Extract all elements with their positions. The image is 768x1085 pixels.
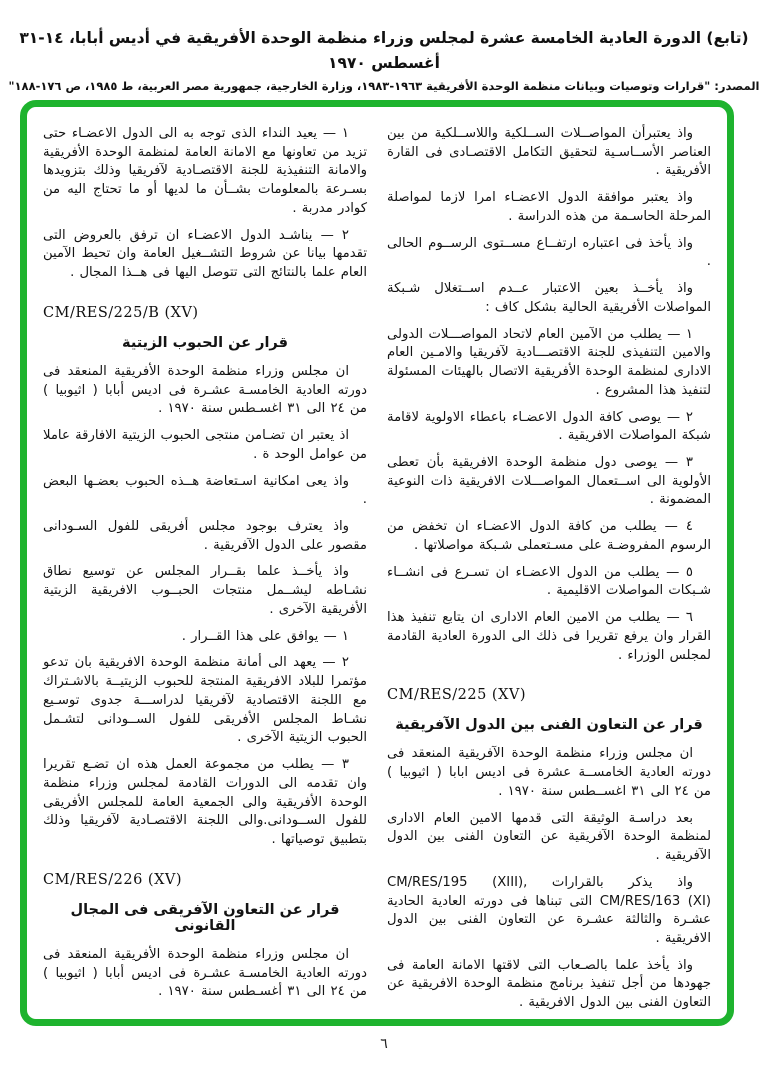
column-right: [387, 117, 711, 1011]
numbered-clause: ١ — يعيد النداء الذى توجه به الى الدول الاعضـاء حتى تزيد من تعاونها مع الامانة العامة لمنظمة الوحدة الأفريقية والامانة التنفيذية للجنة الاقتصـادية لآفريقيا وذلك بتزويدها بسـرعة بالمعلومات بشــأن ما لديها أو ما تحتاج اليه من كوادر مدربة .: [43, 126, 367, 216]
resolution-title: قرار عن التعاون الآفريقى فى المجال القانونى: [70, 901, 340, 934]
numbered-clause: ٢ — يناشـد الدول الاعضـاء ان ترفق بالعروض التى تقدمها بيانا عن شروط التشــغيل العامة وان تحيط الآمين العام علما بالنتائج التى تتوصل اليها فى هــذا المجال .: [43, 227, 367, 281]
source-citation: المصدر: "قرارات وتوصيات وبيانات منظمة الوحدة الأفريقية ١٩٦٣-١٩٨٣، وزارة الخارجية، جمهورية مصر العربية، ط ١٩٨٥، ص ١٧٦-١٨٨": [8, 78, 760, 93]
numbered-clause: ٢ — يعهد الى أمانة منظمة الوحدة الافريقية بان تدعو مؤتمرا للبلاد الافريقية المنتجة للحبوب الزيتيــة بالاشـتراك مع اللجنة الاقتصادية لآفريقيا لدراســـة جدوى توسـيع نشـاط المجلس الأفريقى للفول الســودانى لتشـمل الحبوب الزيتية الآخرى .: [43, 655, 367, 746]
paragraph: اذ يعتبر ان تضـامن منتجى الحبوب الزيتية الافارقة عاملا من عوامل الوحد ة .: [43, 428, 367, 462]
numbered-clause: ٣ — يطلب من مجموعة العمل هذه ان تضـع تقريرا وان تقدمه الى الدورات القادمة لمجلس وزراء منظمة الوحدة الأفريقية والى الجمعية العامة للمجلس الأفريقى للفول الســودانى.والى اللجنة الاقتصـادية لآفريقيا وذلك بتطبيق توصياتها .: [43, 757, 367, 848]
paragraph: واذ يأخذ علما بالصـعاب التى لاقتها الامانة العامة فى جهودها من أجل تنفيذ برنامج منظمة الوحدة الافريقية عن التعاون الفنى بين الدول الافريقية .: [387, 957, 711, 1011]
numbered-clause: ٦ — يطلب من الامين العام الادارى ان يتابع تنفيذ هذا القرار وان يرفع تقريرا فى ذلك الى الدورة العادية القادمة لمجلس الوزراء .: [387, 610, 711, 663]
numbered-clause: ٢ — يوصى كافة الدول الاعضـاء باعطاء الاولوية لاقامة شبكة المواصلات الافريقية .: [387, 409, 711, 444]
numbered-clause: ٣ — يوصى دول منظمة الوحدة الافريقية بأن تعطى الأولوية الى اســتعمال المواصـــلات الافريقية ذات النوعية المضمونة .: [387, 455, 711, 508]
page-footer: [0, 1036, 768, 1052]
resolution-code: CM/RES/226 (XV): [43, 871, 183, 888]
paragraph: واذ يأخــذ بعين الاعتبار عــدم اســتغلال شـبكة المواصلات الأفريقية الحالية بشكل كاف :: [387, 281, 711, 315]
paragraph: ان مجلس وزراء منظمة الوحدة الآفريقية المنعقد فى دورته العادية الخامســة عشرة فى اديس ابابا ( اثيوبيا ) من ٢٤ الى ٣١ اغســطس سنة ١٩٧٠ .: [387, 746, 711, 799]
numbered-clause: ١ — يوافق على هذا القــرار .: [181, 628, 349, 644]
paragraph: بعد دراسـة الوثيقة التى قدمها الامين العام الادارى لمنظمة الوحدة الآفريقية عن التعاون الفنى بين الدول الآفريقية .: [387, 810, 711, 864]
session-title: (تابع) الدورة العادية الخامسة عشرة لمجلس وزراء منظمة الوحدة الأفريقية في أديس أبابا، ١٤-٣١ أغسطس ١٩٧٠: [19, 29, 749, 72]
page-header: [0, 0, 768, 93]
paragraph: ان مجلس وزراء منظمة الوحدة الأفريقية المنعقد فى دورته العادية الخامسـة عشـرة فى اديس أبابا ( اثيوبيا ) من ٢٤ الى ٣١ اغسـطس سنة ١٩٧٠ .: [43, 363, 367, 417]
paragraph: واذ يعتبر موافقة الدول الاعضـاء امرا لازما لمواصلة المرحلة الحاسـمة من هذه الدراسة .: [387, 190, 711, 224]
resolution-code: CM/RES/225 (XV): [387, 687, 527, 704]
numbered-clause: ٤ — يطلب من كافة الدول الاعضـاء ان تخفض من الرسوم المفروضـة على مسـتعملى شـبكة مواصلاتها .: [387, 519, 711, 553]
numbered-clause: ٥ — يطلب من الدول الاعضـاء ان تسـرع فى انشــاء شـبكات المواصلات الاقليمية .: [387, 564, 711, 599]
resolution-code: CM/RES/225/B (XV): [43, 304, 199, 321]
paragraph: ان مجلس وزراء منظمة الوحدة الأفريقية المنعقد فى دورته العادية الخامسـة عشـرة فى اديس أبابا ( اثيوبيا ) من ٢٤ الى ٣١ أغسـطس سنة ١٩٧٠ .: [43, 946, 367, 1000]
paragraph: واذ يعى امكانية اسـتعاضة هــذه الحبوب بعضـها البعض .: [43, 473, 367, 508]
numbered-clause: ١ — يطلب من الآمين العام لاتحاد المواصـــلات الدولى والامين التنفيذى للجنة الاقتصـــادية لآفريقيا والامـين العام الادارى لمنظمة الوحدة الأفريقية الاتصال بالهيئات المسئولة لتنفيذ هذا المشروع .: [387, 326, 711, 398]
paragraph: واذ يعتبرأن المواصــلات الســلكية واللاســلكية من بين العناصر الأســاسـية لتحقيق التكامل الاقتصـادى فى القارة الأفريقية .: [387, 126, 711, 179]
paragraph: واذ يذكر بالقرارات ‎CM/RES/195 (XIII),‎ ‎CM/RES/163 (XI)‎ التى تبناها فى دورته العادية الحادية عشـرة والثالثة عشـرة عن التعاون الفنى بين الدول الافريقية .: [387, 874, 711, 946]
page-number: ٦: [380, 1036, 388, 1052]
paragraph: واذ يعترف بوجود مجلس أفريقى للفول السـودانى مقصور على الدول الآفريقية .: [43, 519, 367, 553]
column-left: [43, 117, 367, 1011]
paragraph: واذ يأخذ فى اعتباره ارتفــاع مســتوى الرســوم الحالى .: [387, 235, 711, 270]
paragraph: واذ يأخــذ علما بقــرار المجلس عن توسيع نطاق نشـاطه ليشــمل منتجات الحبــوب الافريقية الزيتية الأفريقية الآخرى .: [43, 564, 367, 617]
resolution-title: قرار عن التعاون الفنى بين الدول الآفريقية: [395, 717, 703, 734]
content-frame: [20, 100, 734, 1026]
resolution-title: قرار عن الحبوب الزيتية: [122, 334, 288, 351]
